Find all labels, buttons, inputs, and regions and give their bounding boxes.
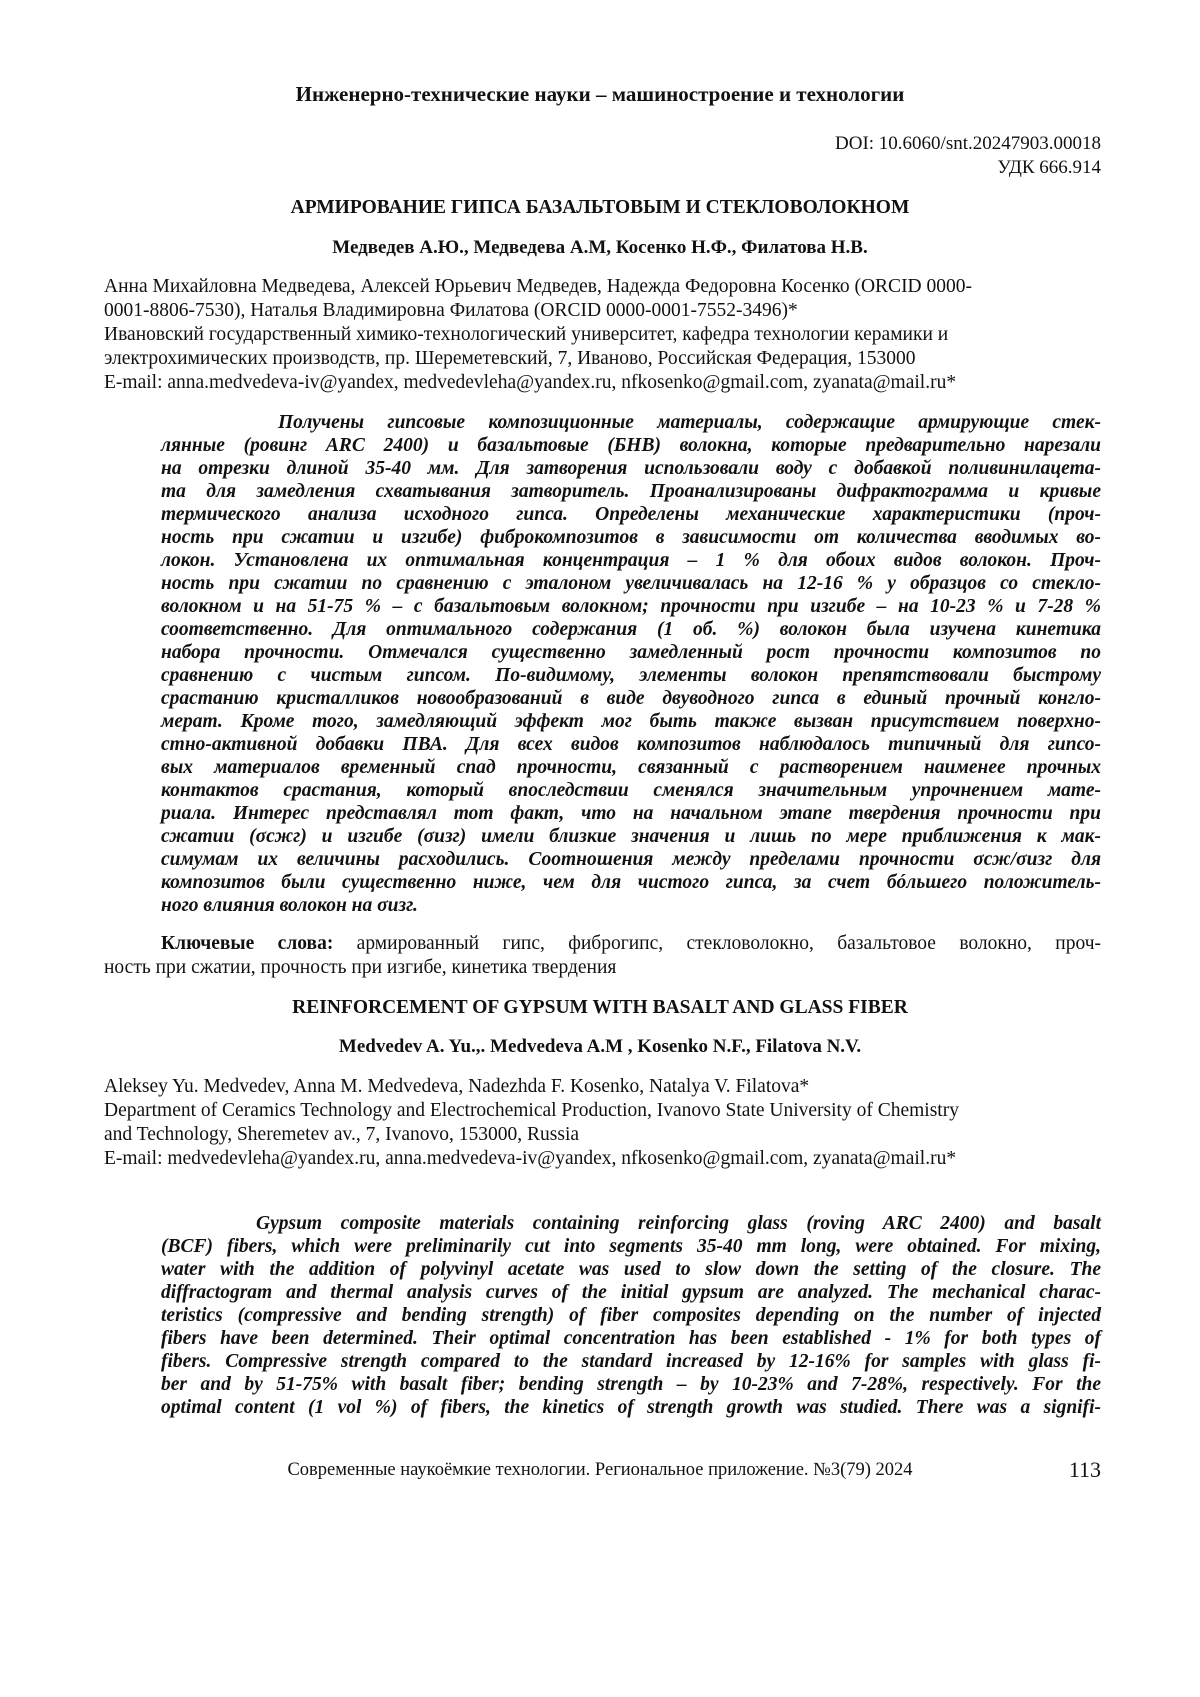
affiliation-ru-line: Ивановский государственный химико-технологический университет, кафедра технологии керамики и <box>104 324 949 345</box>
affiliation-en-line: and Technology, Sheremetev av., 7, Ivanovo, 153000, Russia <box>104 1124 580 1145</box>
abstract-ru-line: Получены гипсовые композиционные материалы, содержащие армирующие стек- <box>278 412 1101 433</box>
abstract-ru-line: ность при сжатии по сравнению с эталоном увеличивалась на 12-16 % у образцов со стекло- <box>161 573 1101 594</box>
abstract-en-line: fibers. Compressive strength compared to the standard increased by 12-16% for samples with glass fi- <box>161 1351 1101 1372</box>
abstract-ru-line: локон. Установлена их оптимальная концентрация – 1 % для обоих видов волокон. Проч- <box>161 550 1101 571</box>
keywords-line <box>161 934 1101 954</box>
abstract-en-line: optimal content (1 vol %) of fibers, the kinetics of strength growth was studied. There was a signifi- <box>161 1397 1101 1418</box>
affiliation-ru-line: электрохимических производств, пр. Шереметевский, 7, Иваново, Российская Федерация, 153000 <box>104 348 916 369</box>
authors-en: Medvedev A. Yu.,. Medvedeva A.M , Kosenko N.F., Filatova N.V. <box>338 1036 862 1057</box>
journal-section-header: Инженерно-технические науки – машиностроение и технологии <box>295 82 905 106</box>
abstract-ru-line: срастанию кристалликов новообразований в виде двуводного гипса в единый прочный конгло- <box>161 688 1101 709</box>
abstract-ru-line: та для замедления схватывания затворитель. Проанализированы дифрактограмма и кривые <box>161 481 1101 502</box>
abstract-ru-line: термического анализа исходного гипса. Определены механические характеристики (проч- <box>161 504 1101 525</box>
abstract-ru-line: мерат. Кроме того, замедляющий эффект мог быть также вызван присутствием поверхно- <box>161 711 1101 732</box>
udk: УДК 666.914 <box>997 157 1101 178</box>
keywords-text: армированный гипс, фиброгипс, стекловолокно, базальтовое волокно, проч- <box>333 933 1102 954</box>
abstract-ru-line: симумам их величины расходились. Соотношения между пределами прочности σсж/σизг для <box>161 849 1101 870</box>
abstract-ru-line: ного влияния волокон на σизг. <box>161 895 418 916</box>
footer-journal: Современные наукоёмкие технологии. Региональное приложение. №3(79) 2024 <box>287 1460 913 1480</box>
article-title-ru: АРМИРОВАНИЕ ГИПСА БАЗАЛЬТОВЫМ И СТЕКЛОВОЛОКНОМ <box>290 197 910 218</box>
abstract-ru-line: сжатии (σсжг) и изгибе (σизг) имели близкие значения и лишь по мере приближения к мак- <box>161 826 1101 847</box>
article-title-en: REINFORCEMENT OF GYPSUM WITH BASALT AND GLASS FIBER <box>292 997 908 1018</box>
keywords-line: ность при сжатии, прочность при изгибе, кинетика твердения <box>104 957 617 978</box>
abstract-en-line: diffractogram and thermal analysis curves of the initial gypsum are analyzed. The mechanical charac- <box>161 1282 1101 1303</box>
email-en-line: E-mail: medvedevleha@yandex.ru, anna.medvedeva-iv@yandex, nfkosenko@gmail.com, zyanata@mail.ru* <box>104 1148 957 1169</box>
abstract-ru-line: риала. Интерес представлял тот факт, что на начальном этапе твердения прочности при <box>161 803 1101 824</box>
abstract-en-line: (BCF) fibers, which were preliminarily cut into segments 35-40 mm long, were obtained. For mixing, <box>161 1236 1101 1257</box>
abstract-en-line: fibers have been determined. Their optimal concentration has been established - 1% for both types of <box>161 1328 1101 1349</box>
affiliation-ru-line: 0001-8806-7530), Наталья Владимировна Филатова (ORCID 0000-0001-7552-3496)* <box>104 300 798 321</box>
affiliation-en-line: Department of Ceramics Technology and Electrochemical Production, Ivanovo State University of Chemistry <box>104 1100 959 1121</box>
abstract-ru-line: стно-активной добавки ПВА. Для всех видов композитов наблюдалось типичный для гипсо- <box>161 734 1101 755</box>
authors-ru: Медведев А.Ю., Медведева А.М, Косенко Н.Ф., Филатова Н.В. <box>332 237 868 258</box>
abstract-en-line: ber and by 51-75% with basalt fiber; bending strength – by 10-23% and 7-28%, respectively. For the <box>161 1374 1101 1395</box>
abstract-ru-line: вых материалов временный спад прочности, связанный с растворением наименее прочных <box>161 757 1101 778</box>
abstract-ru-line: лянные (ровинг ARC 2400) и базальтовые (БНВ) волокна, которые предварительно нарезали <box>161 435 1101 456</box>
affiliation-en-line: Aleksey Yu. Medvedev, Anna M. Medvedeva, Nadezhda F. Kosenko, Natalya V. Filatova* <box>104 1076 810 1097</box>
abstract-ru-line: волокном и на 51-75 % – с базальтовым волокном; прочности при изгибе – на 10-23 % и 7-28 % <box>161 596 1101 617</box>
abstract-ru-line: на отрезки длиной 35-40 мм. Для затворения использовали воду с добавкой поливинилацета- <box>161 458 1101 479</box>
abstract-en-line: teristics (compressive and bending strength) of fiber composites depending on the number of injected <box>161 1305 1101 1326</box>
keywords-label: Ключевые слова: <box>161 933 334 954</box>
abstract-ru-line: соответственно. Для оптимального содержания (1 об. %) волокон была изучена кинетика <box>161 619 1101 640</box>
doi: DOI: 10.6060/snt.20247903.00018 <box>835 133 1101 154</box>
abstract-ru-line: набора прочности. Отмечался существенно замедленный рост прочности композитов по <box>161 642 1101 663</box>
abstract-ru-line: ность при сжатии и изгибе) фиброкомпозитов в зависимости от количества вводимых во- <box>161 527 1101 548</box>
page-number: 113 <box>1068 1457 1101 1482</box>
abstract-en-line: water with the addition of polyvinyl acetate was used to slow down the setting of the closure. The <box>161 1259 1101 1280</box>
abstract-ru-line: композитов были существенно ниже, чем для чистого гипса, за счет бóльшего положитель- <box>161 872 1101 893</box>
abstract-ru-line: сравнению с чистым гипсом. По-видимому, элементы волокон препятствовали быстрому <box>161 665 1101 686</box>
affiliation-ru-line: Анна Михайловна Медведева, Алексей Юрьевич Медведев, Надежда Федоровна Косенко (ORCID 0000- <box>104 276 973 297</box>
email-ru-line: E-mail: anna.medvedeva-iv@yandex, medvedevleha@yandex.ru, nfkosenko@gmail.com, zyanata@mail.ru* <box>104 372 957 393</box>
abstract-ru-line: контактов срастания, который впоследствии сменялся значительным упрочнением мате- <box>161 780 1101 801</box>
abstract-en-line: Gypsum composite materials containing reinforcing glass (roving ARC 2400) and basalt <box>256 1213 1101 1234</box>
